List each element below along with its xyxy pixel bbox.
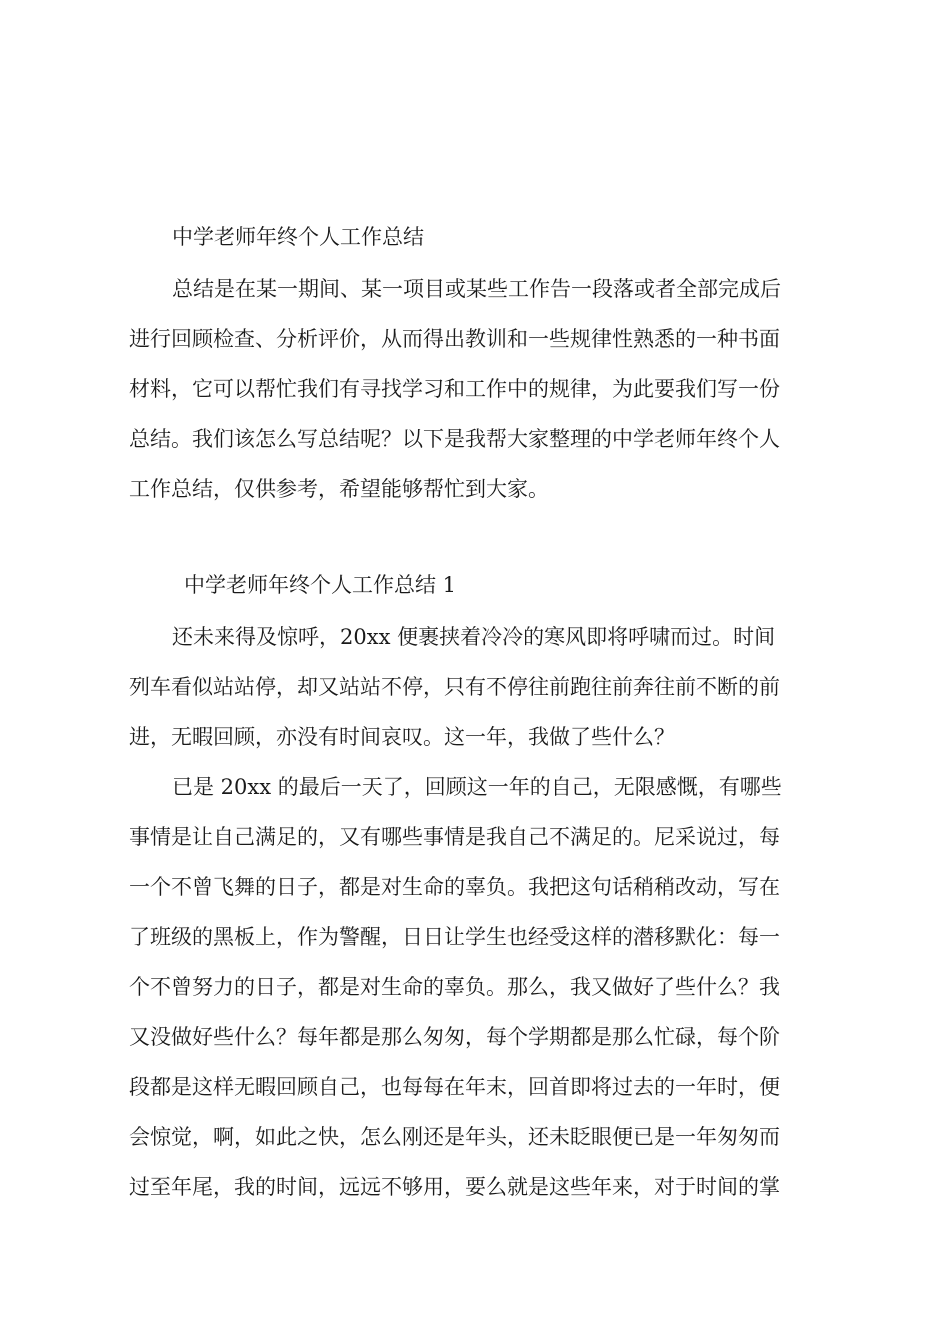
section-title: 中学老师年终个人工作总结 1 — [184, 573, 457, 597]
intro-line: 工作总结，仅供参考，希望能够帮忙到大家。 — [129, 477, 549, 501]
intro-line: 总结是在某一期间、某一项目或某些工作告一段落或者全部完成后 — [172, 277, 781, 301]
paragraph-line: 一个不曾飞舞的日子，都是对生命的辜负。我把这句话稍稍改动，写在 — [129, 875, 780, 899]
intro-line: 进行回顾检查、分析评价，从而得出教训和一些规律性熟悉的一种书面 — [129, 327, 780, 351]
paragraph-line: 列车看似站站停，却又站站不停，只有不停往前跑往前奔往前不断的前 — [129, 675, 780, 699]
paragraph-line: 还未来得及惊呼，20xx 便裹挟着冷冷的寒风即将呼啸而过。时间 — [172, 625, 776, 649]
document-title: 中学老师年终个人工作总结 — [172, 225, 424, 249]
paragraph-line: 了班级的黑板上，作为警醒，日日让学生也经受这样的潜移默化：每一 — [129, 925, 780, 949]
paragraph-line: 事情是让自己满足的，又有哪些事情是我自己不满足的。尼采说过，每 — [129, 825, 780, 849]
paragraph-line: 过至年尾，我的时间，远远不够用，要么就是这些年来，对于时间的掌 — [129, 1175, 780, 1199]
paragraph-line: 已是 20xx 的最后一天了，回顾这一年的自己，无限感慨，有哪些 — [172, 775, 782, 799]
paragraph-line: 又没做好些什么？每年都是那么匆匆，每个学期都是那么忙碌，每个阶 — [129, 1025, 780, 1049]
intro-line: 材料，它可以帮忙我们有寻找学习和工作中的规律，为此要我们写一份 — [129, 377, 780, 401]
paragraph-line: 会惊觉，啊，如此之快，怎么刚还是年头，还未眨眼便已是一年匆匆而 — [129, 1125, 780, 1149]
paragraph-line: 个不曾努力的日子，都是对生命的辜负。那么，我又做好了些什么？我 — [129, 975, 780, 999]
intro-line: 总结。我们该怎么写总结呢？以下是我帮大家整理的中学老师年终个人 — [129, 427, 780, 451]
paragraph-line: 进，无暇回顾，亦没有时间哀叹。这一年，我做了些什么？ — [129, 725, 675, 749]
paragraph-line: 段都是这样无暇回顾自己，也每每在年末，回首即将过去的一年时，便 — [129, 1075, 780, 1099]
